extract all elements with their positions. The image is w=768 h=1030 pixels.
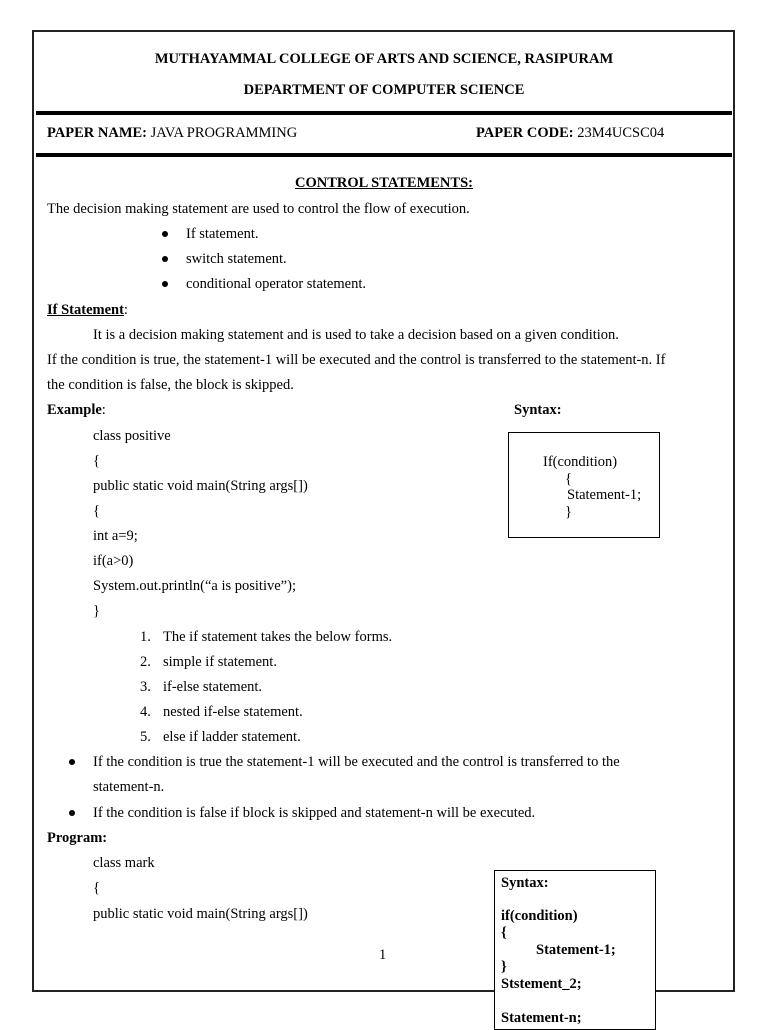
form-item: nested if-else statement. (163, 704, 303, 720)
form-item: The if statement takes the below forms. (163, 629, 393, 645)
bullet-icon (162, 231, 168, 237)
header-rule-top (36, 111, 732, 115)
code-line: public static void main(String args[]) (93, 478, 308, 494)
syntax-box-2-line: Ststement_2; (501, 976, 582, 992)
code-line: class positive (93, 428, 171, 444)
example-colon: : (101, 402, 106, 418)
program-line: { (93, 880, 100, 896)
syntax-label: Syntax: (514, 402, 562, 418)
example-label: Example (47, 402, 102, 418)
syntax-box (508, 432, 660, 538)
note-1: If the condition is true the statement-1 will be executed and the control is transferred to the (93, 754, 620, 770)
form-number: 5. (140, 729, 151, 745)
syntax-box-2-line: Statement-1; (536, 942, 616, 958)
department-name: DEPARTMENT OF COMPUTER SCIENCE (243, 82, 525, 98)
paper-name-value: JAVA PROGRAMMING (150, 125, 298, 141)
form-number: 1. (140, 629, 151, 645)
if-heading-text: If Statement (47, 302, 124, 318)
header-rule-bottom (36, 153, 732, 157)
type-item: If statement. (186, 226, 259, 242)
paper-name-label: PAPER NAME: (47, 125, 148, 141)
syntax-box-2-title: Syntax: (501, 875, 549, 891)
section-title: CONTROL STATEMENTS: (295, 175, 473, 191)
if-paragraph-2: If the condition is true, the statement-1 will be executed and the control is transferred to the statement-n. If (47, 352, 666, 368)
if-paragraph-2-cont: the condition is false, the block is skipped. (47, 377, 294, 393)
page-number: 1 (379, 947, 387, 963)
form-item: else if ladder statement. (163, 729, 301, 745)
form-number: 4. (140, 704, 151, 720)
syntax-line: If(condition) (543, 454, 618, 470)
bullet-icon (162, 256, 168, 262)
syntax-line: } (565, 504, 572, 520)
paper-code-label: PAPER CODE: (476, 125, 574, 141)
type-item: switch statement. (186, 251, 287, 267)
program-line: class mark (93, 855, 155, 871)
paper-code (476, 125, 664, 142)
note-1-cont: statement-n. (93, 779, 165, 795)
bullet-icon (69, 759, 75, 765)
code-line: } (93, 603, 100, 619)
syntax-box-2-line: { (501, 925, 507, 941)
form-number: 3. (140, 679, 151, 695)
code-line: { (93, 453, 100, 469)
college-name: MUTHAYAMMAL COLLEGE OF ARTS AND SCIENCE, RASIPURAM (154, 51, 614, 67)
type-item: conditional operator statement. (186, 276, 366, 292)
if-paragraph-1: It is a decision making statement and is used to take a decision based on a given condition. (93, 327, 619, 343)
code-line: if(a>0) (93, 553, 134, 569)
example-heading (47, 402, 106, 419)
bullet-icon (69, 810, 75, 816)
code-line: System.out.println(“a is positive”); (93, 578, 296, 594)
form-item: if-else statement. (163, 679, 263, 695)
syntax-line: Statement-1; (567, 487, 642, 503)
code-line: { (93, 503, 100, 519)
form-item: simple if statement. (163, 654, 277, 670)
program-label: Program: (47, 830, 108, 846)
syntax-line: { (565, 471, 572, 487)
syntax-box-2-line: Statement-n; (501, 1010, 582, 1026)
bullet-icon (162, 281, 168, 287)
paper-code-value: 23M4UCSC04 (577, 125, 665, 141)
if-heading-colon: : (123, 302, 128, 318)
paper-name (47, 125, 297, 142)
program-line: public static void main(String args[]) (93, 906, 308, 922)
if-heading (47, 302, 128, 319)
intro-text: The decision making statement are used to control the flow of execution. (47, 201, 470, 217)
syntax-box-2-line: if(condition) (501, 908, 578, 924)
note-2: If the condition is false if block is skipped and statement-n will be executed. (93, 805, 536, 821)
code-line: int a=9; (93, 528, 138, 544)
syntax-box-2-line: } (501, 959, 507, 975)
form-number: 2. (140, 654, 151, 670)
